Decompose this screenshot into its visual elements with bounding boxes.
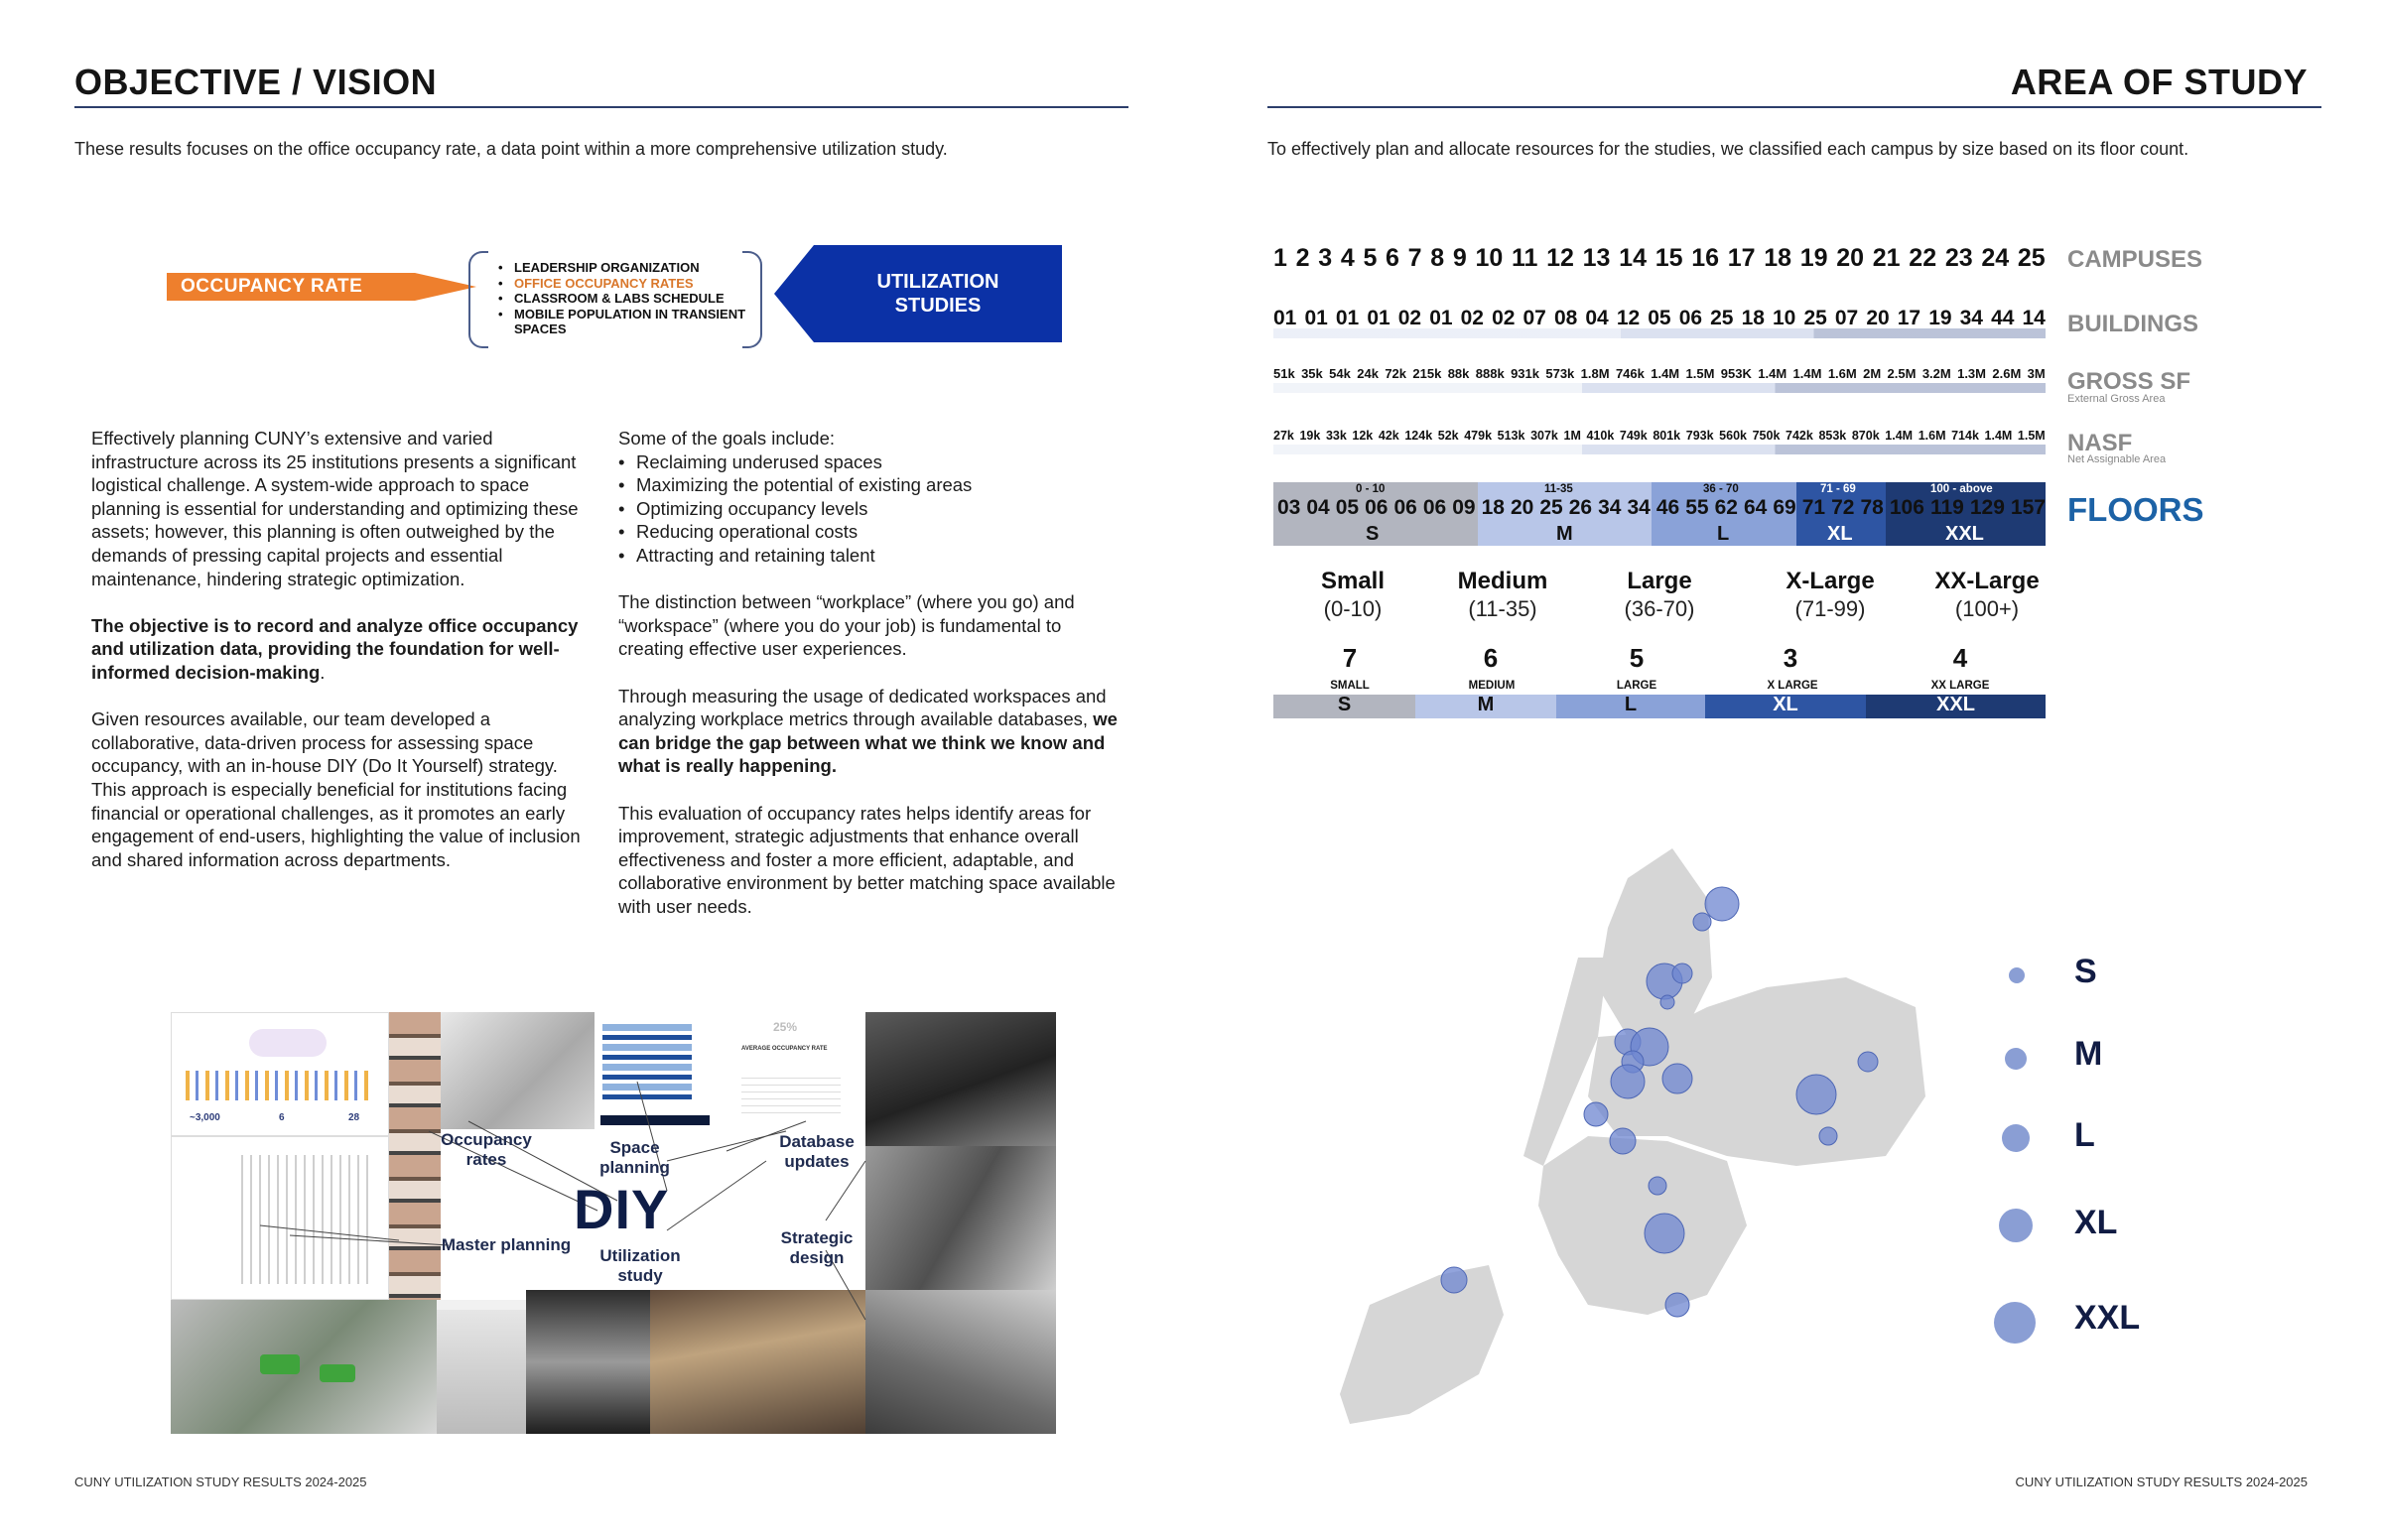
category-small-name: Small: [1320, 568, 1386, 594]
campus-number: 16: [1691, 244, 1720, 272]
floors-letter-xl: XL: [1827, 523, 1853, 545]
building-count: 18: [1741, 307, 1765, 329]
campus-marker: [1693, 913, 1711, 931]
workplace-paragraph: The distinction between “workplace” (where you go) and “workspace” (where you do your job) is fundamental to creating effective user experiences.: [618, 591, 1075, 660]
category-small-sub: SMALL: [1330, 680, 1370, 692]
objective-statement: The objective is to record and analyze office occupancy and utilization data, providing the foundation for well-informed decision-making: [91, 614, 579, 683]
campus-number: 6: [1386, 244, 1399, 272]
gross-sf-label: GROSS SF: [2067, 368, 2191, 395]
gross-sf-value: 1.4M: [1651, 366, 1680, 381]
nasf-sublabel: Net Assignable Area: [2067, 453, 2167, 465]
objective-paragraph-2: [91, 614, 593, 685]
legend-dot-l: [2002, 1124, 2030, 1152]
legend-dot-xl: [1999, 1209, 2033, 1242]
nasf-value: 307k: [1530, 429, 1558, 443]
nyc-campus-map: [1330, 838, 1945, 1434]
building-count: 44: [1991, 307, 2015, 329]
building-count: 01: [1304, 307, 1328, 329]
goal-item: • Reducing operational costs: [618, 520, 1125, 544]
legend-dot-s: [2009, 967, 2025, 983]
nasf-value: 560k: [1719, 429, 1747, 443]
campus-number: 12: [1546, 244, 1574, 272]
building-count: 14: [2022, 307, 2046, 329]
label-occupancy-rates: Occupancy rates: [441, 1130, 532, 1169]
gross-sf-value: 1.8M: [1580, 366, 1610, 381]
building-count: 04: [1585, 307, 1609, 329]
category-xlarge-sub: X LARGE: [1767, 680, 1818, 692]
category-xxlarge-sub: XX LARGE: [1930, 680, 1990, 692]
gross-sf-value: 573k: [1545, 366, 1575, 381]
nasf-row: [1273, 429, 2046, 443]
goal-item: • Optimizing occupancy levels: [618, 497, 1125, 521]
campus-number: 15: [1654, 244, 1683, 272]
range-l: 36 - 70: [1703, 483, 1739, 495]
campuses-row: [1273, 244, 2046, 273]
floor-count: 04: [1306, 496, 1330, 519]
nasf-value: 124k: [1404, 429, 1433, 443]
nasf-value: 742k: [1786, 429, 1813, 443]
page-title-left: OBJECTIVE / VISION: [74, 62, 438, 102]
gross-sf-value: 931k: [1511, 366, 1539, 381]
gross-sf-stripe: [1273, 383, 2046, 393]
gross-sf-value: 3M: [2027, 366, 2046, 381]
campus-number: 13: [1582, 244, 1611, 272]
floor-count: 55: [1685, 496, 1709, 519]
nasf-value: 870k: [1851, 429, 1880, 443]
intro-right: To effectively plan and allocate resources for the studies, we classified each campus by size based on its floor count.: [1267, 139, 2189, 159]
category-small-range: (0-10): [1323, 596, 1383, 621]
category-letter-s: S: [1337, 694, 1352, 715]
building-count: 01: [1335, 307, 1360, 329]
legend-label-s: S: [2074, 953, 2097, 990]
study-item: • CLASSROOM & LABS SCHEDULE: [496, 291, 754, 307]
category-letter-xxl: XXL: [1936, 694, 1975, 715]
kpi-divisions: 6: [279, 1112, 285, 1123]
buildings-label: BUILDINGS: [2067, 311, 2198, 337]
intro-left: These results focuses on the office occupancy rate, a data point within a more comprehensive utilization study.: [74, 139, 948, 159]
category-medium-name: Medium: [1457, 568, 1548, 594]
campus-number: 3: [1318, 244, 1333, 272]
nasf-value: 12k: [1352, 429, 1374, 443]
objective-column-1: [91, 427, 593, 895]
utilization-label-line2: STUDIES: [894, 295, 982, 317]
buildings-row: [1273, 307, 2046, 330]
floors-letter-l: L: [1717, 523, 1730, 545]
campus-number: 8: [1430, 244, 1445, 272]
category-letter-l: L: [1624, 694, 1638, 715]
legend-dot-xxl: [1994, 1302, 2036, 1344]
campus-marker: [1660, 995, 1674, 1009]
category-letter-xl: XL: [1773, 694, 1798, 715]
category-xxlarge-count: 4: [1952, 643, 1968, 673]
gross-sf-value: 215k: [1412, 366, 1442, 381]
nasf-label: NASF: [2067, 430, 2133, 456]
kpi-employees: ~3,000: [190, 1112, 220, 1123]
gross-sf-value: 1.4M: [1758, 366, 1787, 381]
floor-count: 129: [1969, 496, 2005, 519]
goal-item: • Maximizing the potential of existing areas: [618, 473, 1125, 497]
floor-count: 06: [1365, 496, 1389, 519]
floors-label: FLOORS: [2067, 491, 2204, 528]
campus-number: 23: [1944, 244, 1973, 272]
campus-number: 21: [1872, 244, 1901, 272]
building-count: 08: [1553, 307, 1578, 329]
objective-column-2: [618, 427, 1125, 942]
measuring-paragraph: [618, 685, 1125, 778]
objective-paragraph-3: Given resources available, our team developed a collaborative, data-driven process for assessing space occupancy, with an in-house DIY (Do It Yourself) strategy. This approach is especially beneficial for institutions facing financial or operational challenges, as it promotes an early engagement of end-users, highlighting the value of inclusion and shared information across departments.: [91, 708, 581, 870]
label-database-updates: Database updates: [779, 1132, 855, 1171]
floor-count: 71: [1801, 496, 1826, 519]
bridge-gap-statement: we can bridge the gap between what we think we know and what is really happening.: [618, 708, 1118, 777]
gross-sf-value: 88k: [1447, 366, 1470, 381]
bronx-shape: [1598, 848, 1712, 1037]
campus-marker: [1441, 1267, 1467, 1293]
campus-marker: [1665, 1293, 1689, 1317]
category-small-count: 7: [1342, 643, 1358, 673]
floor-count: 06: [1422, 496, 1447, 519]
floor-count: 78: [1860, 496, 1884, 519]
nasf-value: 750k: [1752, 429, 1781, 443]
floors-letter-m: M: [1556, 523, 1573, 545]
floor-count: 157: [2010, 496, 2046, 519]
floors-letter-s: S: [1366, 523, 1380, 545]
nasf-value: 19k: [1299, 429, 1321, 443]
left-brace: [468, 251, 488, 348]
gross-sf-row: [1273, 366, 2046, 381]
study-items-list: [496, 260, 754, 337]
category-large-name: Large: [1627, 568, 1692, 594]
floor-count: 06: [1393, 496, 1417, 519]
nasf-value: 33k: [1325, 429, 1347, 443]
campus-number: 17: [1727, 244, 1756, 272]
nasf-value: 52k: [1437, 429, 1459, 443]
campus-number: 2: [1295, 244, 1310, 272]
nasf-value: 793k: [1685, 429, 1714, 443]
campus-number: 24: [1981, 244, 2010, 272]
campus-number: 14: [1619, 244, 1647, 272]
floor-count: 106: [1889, 496, 1924, 519]
legend-label-xl: XL: [2074, 1204, 2118, 1241]
category-large-count: 5: [1629, 643, 1645, 673]
category-xlarge-count: 3: [1783, 643, 1798, 673]
building-count: 07: [1834, 307, 1859, 329]
study-item: • MOBILE POPULATION IN TRANSIENT SPACES: [496, 307, 754, 337]
gross-sf-value: 72k: [1385, 366, 1407, 381]
title-rule-left: [74, 106, 1128, 108]
range-xl: 71 - 69: [1820, 483, 1856, 495]
staten-island-shape: [1340, 1265, 1504, 1424]
campus-number: 11: [1512, 244, 1538, 272]
floor-count: 62: [1714, 496, 1738, 519]
building-count: 10: [1773, 307, 1796, 329]
diy-title: DIY: [574, 1178, 670, 1240]
nasf-value: 801k: [1653, 429, 1681, 443]
nasf-value: 1.6M: [1918, 429, 1946, 443]
campus-number: 5: [1363, 244, 1378, 272]
building-count: 12: [1616, 307, 1641, 329]
floors-letter-xxl: XXL: [1945, 523, 1984, 545]
nasf-value: 1M: [1563, 429, 1581, 443]
gross-sf-value: 1.6M: [1827, 366, 1857, 381]
occupancy-percent: 25%: [773, 1020, 798, 1034]
nasf-value: 1.5M: [2017, 429, 2046, 443]
building-count: 02: [1460, 307, 1484, 329]
footer-left: CUNY UTILIZATION STUDY RESULTS 2024-2025: [74, 1475, 367, 1489]
legend-dot-m: [2005, 1048, 2027, 1070]
objective-paragraph-1: Effectively planning CUNY’s extensive and varied infrastructure across its 25 institutions presents a significant logistical challenge. A system-wide approach to space planning is essential for understanding and optimizing these assets; however, this planning is often outweighed by the demands of pressing capital projects and essential maintenance, hindering strategic optimization.: [91, 428, 579, 589]
gross-sf-value: 953K: [1720, 366, 1752, 381]
study-item-highlight: • OFFICE OCCUPANCY RATES: [496, 276, 754, 292]
floor-count: 09: [1452, 496, 1476, 519]
nasf-value: 714k: [1951, 429, 1979, 443]
nasf-value: 479k: [1464, 429, 1493, 443]
campus-marker: [1649, 1177, 1666, 1195]
floor-count: 119: [1929, 496, 1964, 519]
goals-intro: Some of the goals include:: [618, 428, 836, 449]
utilization-label-line1: UTILIZATION: [876, 271, 999, 293]
floor-count: 72: [1831, 496, 1855, 519]
building-count: 02: [1397, 307, 1422, 329]
goal-item: • Attracting and retaining talent: [618, 544, 1125, 568]
kpi-departments: 28: [348, 1112, 360, 1123]
gross-sf-value: 1.4M: [1792, 366, 1822, 381]
category-large-range: (36-70): [1624, 596, 1695, 621]
nasf-value: 1.4M: [1984, 429, 2013, 443]
gross-sf-value: 888k: [1475, 366, 1505, 381]
building-count: 01: [1367, 307, 1390, 329]
evaluation-paragraph: This evaluation of occupancy rates helps identify areas for improvement, strategic adjustments that enhance overall effectiveness and foster a more efficient, adaptable, and collaborative environment by better matching space available with user needs.: [618, 802, 1116, 917]
range-m: 11-35: [1544, 483, 1573, 495]
range-xxl: 100 - above: [1930, 483, 1993, 495]
campus-number: 18: [1764, 244, 1792, 272]
nasf-value: 27k: [1273, 429, 1294, 443]
title-rule-right: [1267, 106, 2321, 108]
nasf-value: 749k: [1619, 429, 1648, 443]
gross-sf-value: 51k: [1273, 366, 1295, 381]
legend-label-m: M: [2074, 1035, 2103, 1073]
building-count: 01: [1273, 307, 1297, 329]
gross-sf-value: 3.2M: [1921, 366, 1951, 381]
category-medium-count: 6: [1483, 643, 1499, 673]
gross-sf-value: 2.6M: [1992, 366, 2022, 381]
nasf-value: 42k: [1378, 429, 1399, 443]
nasf-value: 1.4M: [1885, 429, 1914, 443]
gross-sf-value: 1.5M: [1685, 366, 1715, 381]
campus-marker: [1858, 1052, 1878, 1072]
category-xxlarge-name: XX-Large: [1934, 568, 2040, 594]
floor-count: 64: [1744, 496, 1768, 519]
nasf-stripe: [1273, 445, 2046, 454]
gross-sf-value: 54k: [1329, 366, 1351, 381]
campus-number: 10: [1475, 244, 1504, 272]
goals-list: [618, 450, 1125, 568]
brooklyn-shape: [1538, 1136, 1747, 1315]
nasf-value: 853k: [1818, 429, 1847, 443]
floors-row: [1277, 496, 2046, 520]
building-count: 20: [1866, 307, 1890, 329]
campus-marker: [1610, 1128, 1636, 1154]
gross-sf-value: 1.3M: [1957, 366, 1986, 381]
gross-sf-sublabel: External Gross Area: [2067, 393, 2166, 405]
category-medium-sub: MEDIUM: [1468, 680, 1516, 692]
gross-sf-value: 2.5M: [1887, 366, 1917, 381]
building-count: 17: [1897, 307, 1921, 329]
floor-count: 46: [1655, 496, 1680, 519]
building-count: 05: [1648, 307, 1671, 329]
campus-marker: [1819, 1127, 1837, 1145]
building-count: 07: [1522, 307, 1546, 329]
category-medium-range: (11-35): [1468, 596, 1537, 621]
nasf-value: 410k: [1586, 429, 1615, 443]
floor-count: 34: [1627, 496, 1651, 519]
floor-count: 18: [1481, 496, 1505, 519]
range-s: 0 - 10: [1356, 483, 1386, 495]
utilization-studies-label: [839, 270, 1037, 318]
label-master-planning: Master planning: [441, 1235, 572, 1254]
gross-sf-value: 24k: [1357, 366, 1379, 381]
floors-letter-band: [1273, 517, 2046, 546]
building-count: 06: [1678, 307, 1703, 329]
building-count: 19: [1928, 307, 1952, 329]
campus-number: 25: [2017, 244, 2046, 272]
campuses-label: CAMPUSES: [2067, 246, 2203, 273]
label-strategic-design: Strategic design: [780, 1228, 854, 1267]
floor-count: 05: [1335, 496, 1360, 519]
gross-sf-value: 35k: [1301, 366, 1323, 381]
measuring-text: Through measuring the usage of dedicated workspaces and analyzing workplace metrics through available databases,: [618, 685, 1107, 730]
category-xlarge-range: (71-99): [1794, 596, 1866, 621]
campus-marker: [1672, 963, 1692, 983]
right-brace: [742, 251, 762, 348]
label-utilization-study: Utilization study: [599, 1246, 681, 1285]
gross-sf-value: 746k: [1615, 366, 1645, 381]
floor-count: 20: [1511, 496, 1534, 519]
gross-sf-value: 2M: [1863, 366, 1882, 381]
campus-number: 1: [1273, 244, 1287, 272]
floor-count: 34: [1598, 496, 1622, 519]
campus-marker: [1662, 1064, 1692, 1093]
legend-label-l: L: [2074, 1116, 2095, 1154]
campus-marker: [1645, 1214, 1684, 1253]
floor-count: 25: [1539, 496, 1563, 519]
category-xlarge-name: X-Large: [1786, 568, 1875, 594]
average-occupancy-label: AVERAGE OCCUPANCY RATE: [741, 1046, 828, 1052]
campus-number: 22: [1909, 244, 1937, 272]
campus-marker: [1584, 1102, 1608, 1126]
campus-number: 7: [1407, 244, 1422, 272]
building-count: 34: [1959, 307, 1983, 329]
campus-marker: [1705, 887, 1739, 921]
building-count: 25: [1710, 307, 1734, 329]
category-xxlarge-range: (100+): [1954, 596, 2020, 621]
footer-right: CUNY UTILIZATION STUDY RESULTS 2024-2025: [2015, 1475, 2308, 1489]
campus-number: 19: [1799, 244, 1828, 272]
campus-marker: [1796, 1075, 1836, 1114]
page-title-right: AREA OF STUDY: [2010, 62, 2308, 102]
occupancy-rate-label: OCCUPANCY RATE: [181, 276, 363, 297]
category-large-sub: LARGE: [1616, 680, 1657, 692]
floor-count: 03: [1277, 496, 1301, 519]
building-count: 25: [1803, 307, 1827, 329]
floor-count: 26: [1568, 496, 1593, 519]
objective-statement-end: .: [320, 661, 326, 683]
campus-marker: [1611, 1065, 1645, 1098]
floor-count: 69: [1773, 496, 1796, 519]
study-item: • LEADERSHIP ORGANIZATION: [496, 260, 754, 276]
campus-number: 4: [1340, 244, 1355, 272]
campus-number: 9: [1452, 244, 1467, 272]
legend-label-xxl: XXL: [2074, 1299, 2141, 1337]
category-letter-m: M: [1477, 694, 1495, 715]
goal-item: • Reclaiming underused spaces: [618, 450, 1125, 474]
label-space-planning: Space planning: [599, 1138, 670, 1177]
building-count: 01: [1429, 307, 1453, 329]
campus-number: 20: [1836, 244, 1865, 272]
building-count: 02: [1492, 307, 1516, 329]
nasf-value: 513k: [1497, 429, 1525, 443]
